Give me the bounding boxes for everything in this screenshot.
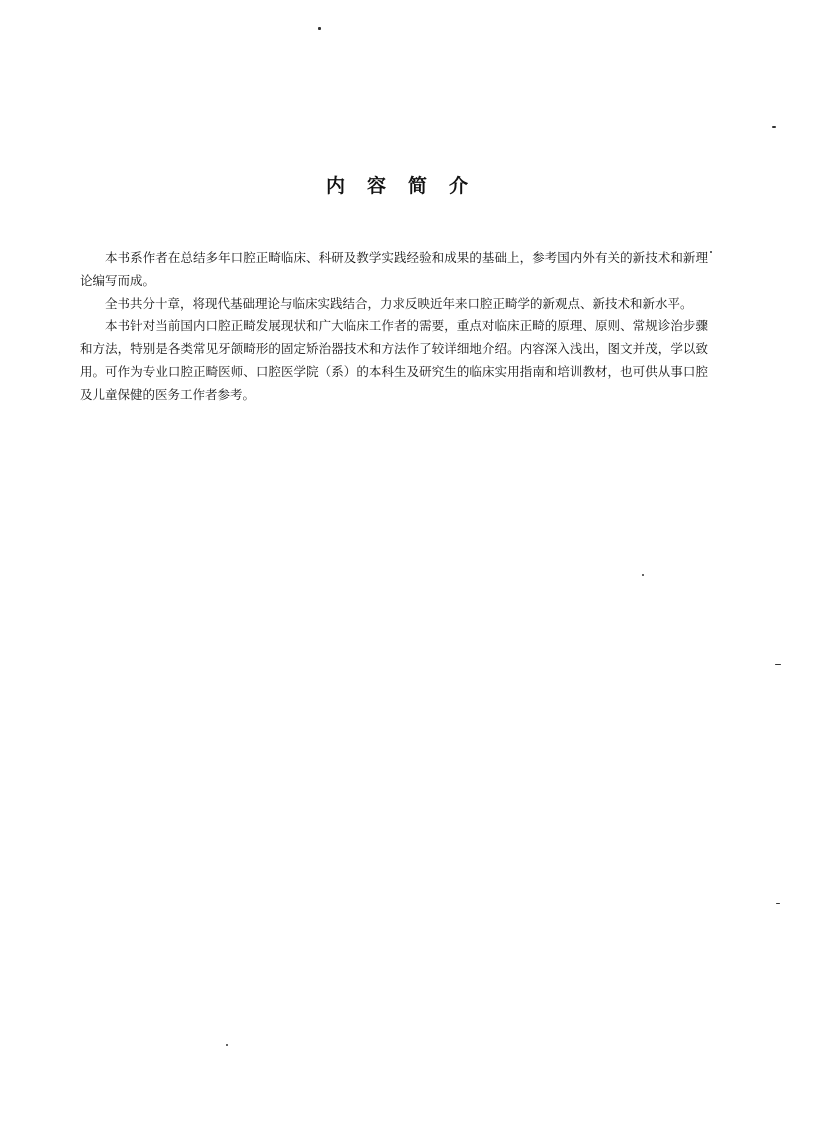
- scan-speck: [775, 664, 781, 665]
- paragraph-3: 本书针对当前国内口腔正畸发展现状和广大临床工作者的需要，重点对临床正畸的原理、原则、常规诊治步骤和方法，特别是各类常见牙颌畸形的固定矫治器技术和方法作了较详细地介绍。内容深入浅出，图文并茂，学以致用。可作为专业口腔正畸医师、口腔医学院（系）的本科生及研究生的临床实用指南和培训教材，也可供从事口腔及儿童保健的医务工作者参考。: [80, 318, 708, 402]
- paragraph-2: 全书共分十章，将现代基础理论与临床实践结合，力求反映近年来口腔正畸学的新观点、新技术和新水平。: [105, 295, 693, 311]
- paragraph-1: 本书系作者在总结多年口腔正畸临床、科研及教学实践经验和成果的基础上，参考国内外有关的新技术和新理论编写而成。: [80, 250, 708, 288]
- scan-speck: [776, 903, 780, 904]
- scan-speck: [772, 126, 776, 128]
- summary-text: [80, 247, 708, 407]
- scan-speck: [642, 574, 644, 576]
- page-title: 内容简介: [325, 175, 490, 197]
- scan-speck: [318, 27, 321, 30]
- scan-speck: [710, 251, 712, 253]
- scan-speck: [226, 1044, 228, 1046]
